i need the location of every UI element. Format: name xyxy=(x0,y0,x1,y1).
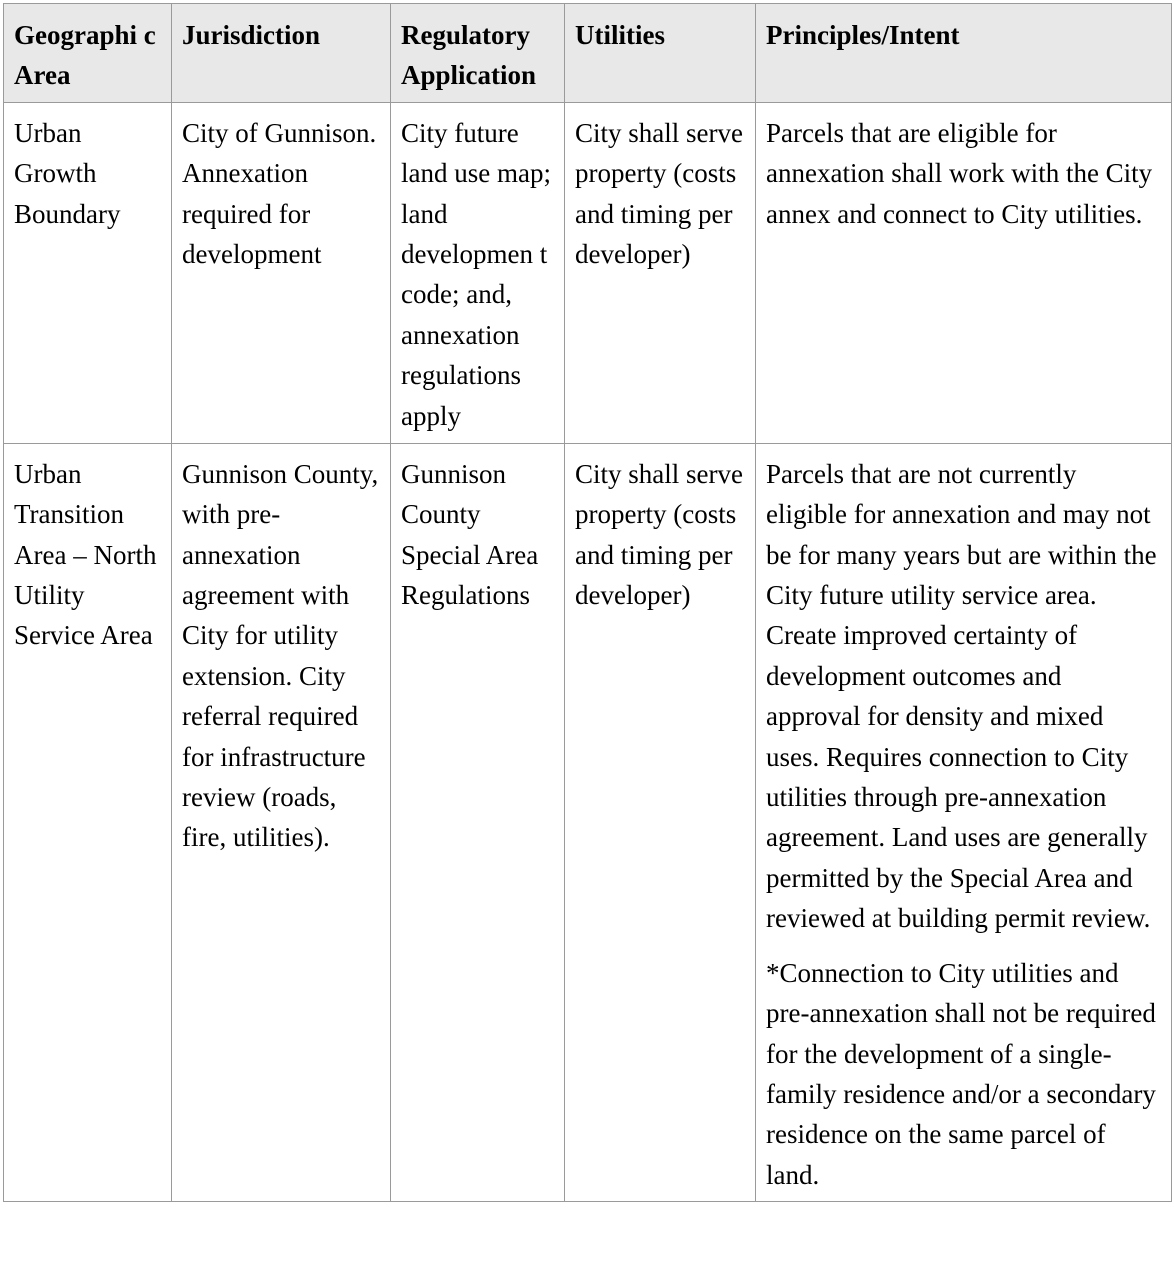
cell-jurisdiction: Gunnison County, with pre-annexation agreement with City for utility extension. City referral required for infrastructure review (roads, fire, utilities). xyxy=(172,443,391,1201)
cell-geographic-area: Urban Growth Boundary xyxy=(4,102,172,443)
table-body xyxy=(4,102,1172,1201)
table-row xyxy=(4,102,1172,443)
principles-paragraph: Parcels that are not currently eligible for annexation and may not be for many years but are within the City future utility service area. Create improved certainty of development outcomes and approval for density and mixed uses. Requires connection to City utilities through pre-annexation agreement. Land uses are generally permitted by the Special Area and reviewed at building permit review. xyxy=(766,458,1157,934)
cell-principles-intent xyxy=(756,443,1172,1201)
header-principles-intent: Principles/Intent xyxy=(756,4,1172,103)
cell-utilities: City shall serve property (costs and timing per developer) xyxy=(565,102,756,443)
cell-principles-intent xyxy=(756,102,1172,443)
header-jurisdiction: Jurisdiction xyxy=(172,4,391,103)
cell-regulatory-application: Gunnison County Special Area Regulations xyxy=(391,443,565,1201)
table-header xyxy=(4,4,1172,103)
cell-geographic-area: Urban Transition Area – North Utility Service Area xyxy=(4,443,172,1201)
header-regulatory-application: Regulatory Application xyxy=(391,4,565,103)
table-row xyxy=(4,443,1172,1201)
cell-regulatory-application: City future land use map; land developmen t code; and, annexation regulations apply xyxy=(391,102,565,443)
cell-jurisdiction: City of Gunnison. Annexation required for development xyxy=(172,102,391,443)
principles-paragraph: Parcels that are eligible for annexation shall work with the City annex and connect to City utilities. xyxy=(766,117,1153,229)
cell-utilities: City shall serve property (costs and timing per developer) xyxy=(565,443,756,1201)
header-geographic-area: Geographi c Area xyxy=(4,4,172,103)
principles-footnote: *Connection to City utilities and pre-annexation shall not be required for the development of a single-family residence and/or a secondary residence on the same parcel of land. xyxy=(766,957,1156,1190)
land-use-table xyxy=(3,3,1172,1202)
header-row xyxy=(4,4,1172,103)
header-utilities: Utilities xyxy=(565,4,756,103)
